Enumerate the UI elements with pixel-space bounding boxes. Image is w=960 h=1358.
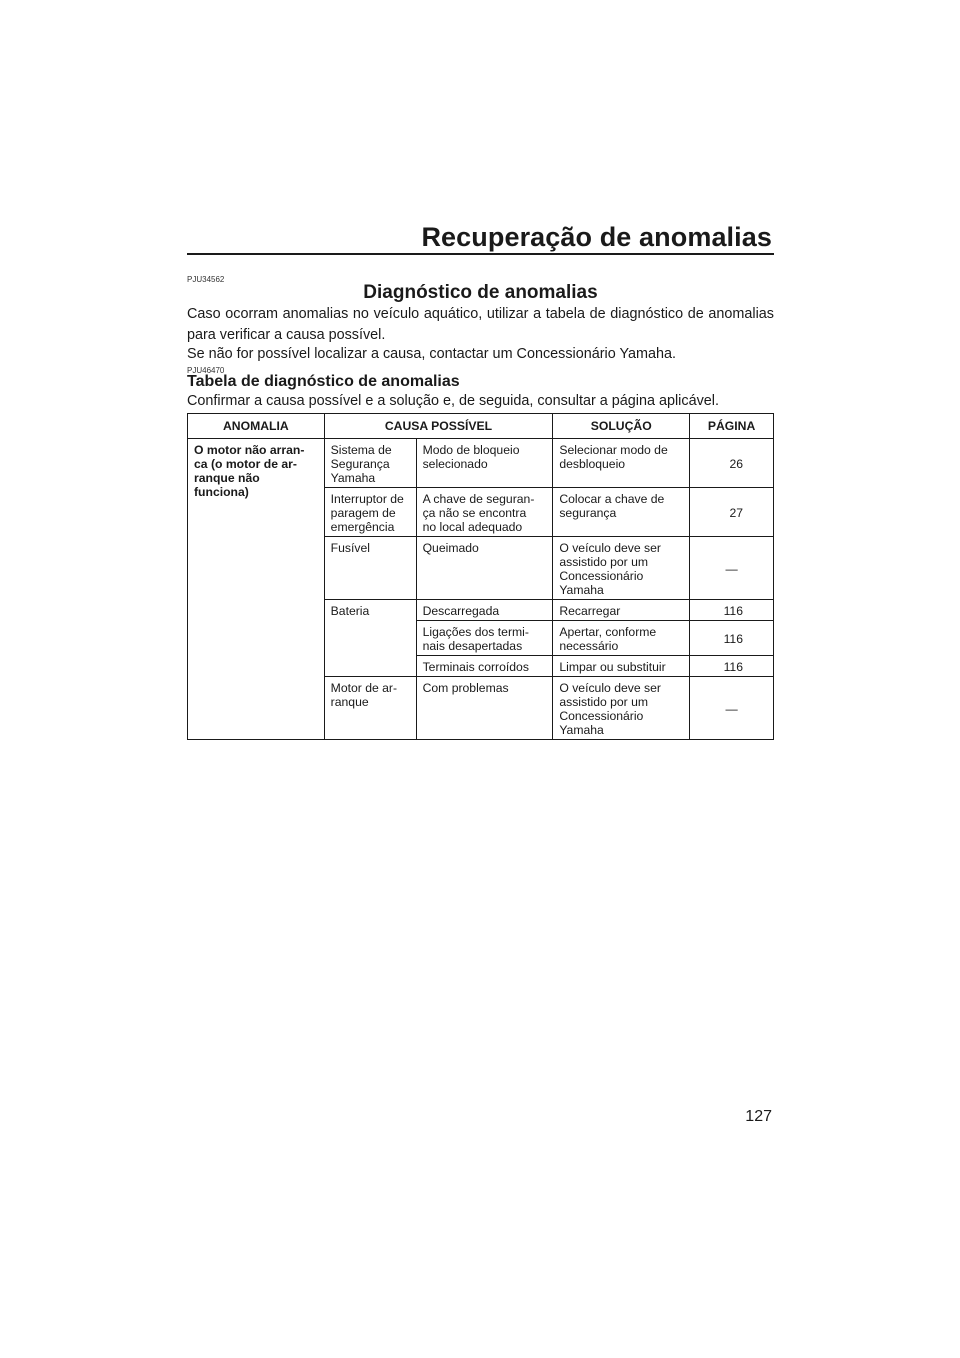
solution-cell: O veículo deve ser assistido por um Concessionário Yamaha [553, 537, 690, 600]
page-number: 127 [745, 1108, 772, 1125]
header-pagina: PÁGINA [690, 414, 774, 439]
header-anomalia: ANOMALIA [188, 414, 325, 439]
subsection-title: Tabela de diagnóstico de anomalias [187, 373, 460, 390]
page-header-title: Recuperação de anomalias [421, 222, 772, 252]
page-cell: 27 [690, 488, 774, 537]
cause-cell: Motor de ar- ranque [324, 677, 416, 740]
table-row [188, 439, 774, 488]
cause-detail-cell: Queimado [416, 537, 553, 600]
table-header-row [188, 414, 774, 439]
page-cell: 26 [690, 439, 774, 488]
solution-cell: O veículo deve ser assistido por um Concessionário Yamaha [553, 677, 690, 740]
cause-detail-cell: Modo de bloqueio selecionado [416, 439, 553, 488]
solution-cell: Selecionar modo de desbloqueio [553, 439, 690, 488]
page-cell: — [690, 537, 774, 600]
cause-detail-cell: Com problemas [416, 677, 553, 740]
anomaly-cell: O motor não arran- ca (o motor de ar- ranque não funciona) [188, 439, 325, 740]
dealer-paragraph: Se não for possível localizar a causa, contactar um Concessionário Yamaha. [187, 346, 677, 362]
cause-detail-cell: Descarregada [416, 600, 553, 621]
solution-cell: Limpar ou substituir [553, 656, 690, 677]
solution-cell: Apertar, conforme necessário [553, 621, 690, 656]
cause-cell: Interruptor de paragem de emergência [324, 488, 416, 537]
solution-cell: Colocar a chave de segurança [553, 488, 690, 537]
cause-detail-cell: A chave de seguran- ça não se encontra no local adequado [416, 488, 553, 537]
page-cell: 116 [690, 621, 774, 656]
solution-cell: Recarregar [553, 600, 690, 621]
page-cell: 116 [690, 600, 774, 621]
page-cell: 116 [690, 656, 774, 677]
subsection-intro: Confirmar a causa possível e a solução e, de seguida, consultar a página aplicável. [187, 393, 719, 409]
cause-cell: Sistema de Segurança Yamaha [324, 439, 416, 488]
section-code: PJU34562 [187, 275, 225, 284]
diagnosis-table [187, 413, 774, 740]
cause-detail-cell: Ligações dos termi- nais desapertadas [416, 621, 553, 656]
header-causa-possivel: CAUSA POSSÍVEL [324, 414, 553, 439]
section-title: Diagnóstico de anomalias [363, 282, 598, 303]
cause-cell: Bateria [324, 600, 416, 677]
cause-detail-cell: Terminais corroídos [416, 656, 553, 677]
intro-paragraph: Caso ocorram anomalias no veículo aquático, utilizar a tabela de diagnóstico de anomalias para verificar a causa possível. [187, 306, 774, 343]
header-rule [187, 253, 774, 255]
subsection-code: PJU46470 [187, 366, 225, 375]
cause-cell: Fusível [324, 537, 416, 600]
header-solucao: SOLUÇÃO [553, 414, 690, 439]
page-cell: — [690, 677, 774, 740]
